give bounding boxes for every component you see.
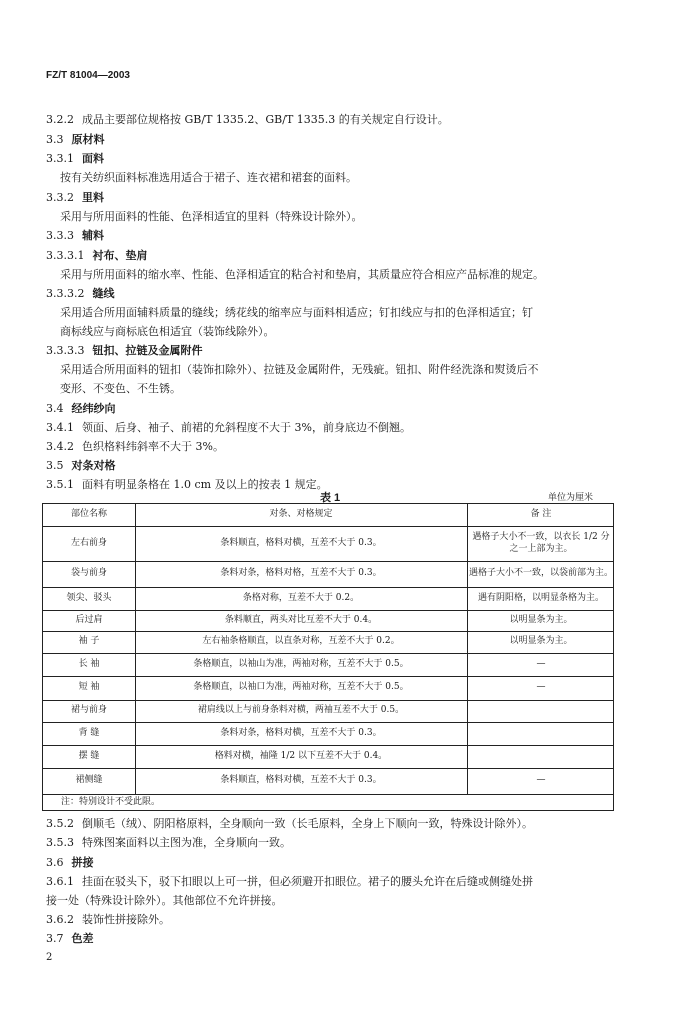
table-title: 表 1 (320, 492, 341, 504)
clause-number: 3.6.1 (46, 875, 74, 888)
clause-text: 拼接 (71, 856, 94, 869)
text-line (60, 306, 533, 320)
table-cell-remark: — (536, 682, 546, 692)
text-line (46, 478, 328, 492)
standard-code-header: FZ/T 81004—2003 (46, 70, 130, 81)
table-header-remark: 备 注 (530, 509, 552, 519)
table-cell-remark: 遇格子大小不一致，以袋前部为主。 (468, 568, 613, 578)
clause-text: 里料 (82, 191, 104, 204)
clause-text: 缝线 (92, 287, 115, 300)
clause-number: 3.5 (46, 459, 64, 472)
text-line (60, 382, 181, 396)
text-line (46, 856, 94, 870)
table-header-rule: 对条、对格规定 (269, 509, 333, 519)
text-line (46, 459, 116, 473)
text-line (46, 894, 283, 908)
table-cell-part: 领尖、驳头 (66, 592, 112, 603)
clause-number: 3.2.2 (46, 113, 74, 126)
clause-number: 3.4 (46, 402, 64, 415)
table-note: 注：特别设计不受此限。 (61, 797, 161, 807)
clause-text: 领面、后身、袖子、前裙的允斜程度不大于 3%，前身底边不倒翘。 (82, 421, 411, 434)
table-cell-rule: 条料对条，格料对横，互差不大于 0.3。 (220, 727, 382, 738)
spec-table (42, 503, 614, 811)
clause-text: 成品主要部位规格按 GB/T 1335.2、GB/T 1335.3 的有关规定自行设计。 (82, 113, 449, 126)
text-line (60, 363, 539, 377)
clause-text: 对条对格 (71, 459, 116, 472)
text-line (46, 287, 114, 301)
clause-number: 3.3 (46, 133, 64, 146)
table-cell-rule: 格料对横，袖隆 1/2 以下互差不大于 0.4。 (214, 750, 388, 761)
table-cell-rule: 条料顺直，格料对横，互差不大于 0.3。 (220, 775, 382, 785)
text-line (60, 325, 275, 339)
text-line (46, 817, 533, 831)
table-cell-part: 袖 子 (78, 636, 100, 646)
clause-number: 3.3.3 (46, 229, 74, 242)
text-line (46, 133, 105, 147)
table-cell-part: 后过肩 (75, 614, 103, 625)
clause-text: 采用与所用面料的缩水率、性能、色泽相适宜的粘合衬和垫肩，其质量应符合相应产品标准的规定。 (60, 268, 544, 281)
clause-number: 3.4.1 (46, 421, 74, 434)
clause-number: 3.3.3.1 (46, 249, 85, 262)
clause-text: 钮扣、拉链及金属附件 (92, 344, 203, 357)
table-cell-part: 短 袖 (78, 682, 100, 692)
text-line (46, 344, 202, 358)
text-line (46, 421, 411, 435)
clause-text: 面料有明显条格在 1.0 cm 及以上的按表 1 规定。 (82, 478, 328, 491)
clause-text: 辅料 (82, 229, 104, 242)
table-cell-rule: 条格顺直，以袖山为准，两袖对称，互差不大于 0.5。 (193, 658, 409, 669)
clause-text: 变形、不变色、不生锈。 (60, 382, 181, 395)
table-cell-part: 摆 缝 (78, 750, 100, 761)
table-cell-part: 裙侧缝 (75, 775, 103, 785)
clause-text: 挂面在驳头下，驳下扣眼以上可一拼，但必须避开扣眼位。裙子的腰头允许在后缝或侧缝处拼 (82, 875, 533, 888)
text-line (46, 913, 170, 927)
text-line (60, 210, 363, 224)
table-cell-remark: 遇格子大小不一致，以衣长 1/2 分 (472, 531, 610, 542)
table-cell-rule: 条料对条，格料对格，互差不大于 0.3。 (220, 568, 382, 578)
table-cell-rule: 裙肩线以上与前身条料对横，两袖互差不大于 0.5。 (197, 705, 405, 715)
clause-text: 原材料 (71, 133, 105, 146)
text-line (46, 836, 291, 850)
text-line (46, 932, 94, 946)
clause-text: 接一处（特殊设计除外）。其他部位不允许拼接。 (46, 894, 283, 907)
clause-text: 装饰性拼接除外。 (82, 913, 170, 926)
text-line (46, 191, 104, 205)
table-header-part: 部位名称 (70, 509, 107, 519)
text-line (46, 113, 449, 127)
clause-number: 3.3.3.2 (46, 287, 85, 300)
table-cell-remark: 以明显条为主。 (509, 636, 573, 646)
table-cell-part: 左右前身 (70, 537, 107, 548)
table-cell-remark: 之一上部为主。 (509, 543, 573, 554)
table-unit: 单位为厘米 (548, 493, 594, 503)
clause-number: 3.6.2 (46, 913, 74, 926)
page-number: 2 (46, 952, 53, 963)
clause-text: 采用适合所用面料的钮扣（装饰扣除外）、拉链及金属附件，无残疵。钮扣、附件经洗涤和熨烫后不 (60, 363, 539, 376)
clause-text: 色差 (71, 932, 94, 945)
table-cell-remark: — (536, 775, 546, 785)
clause-number: 3.3.1 (46, 152, 74, 165)
clause-text: 倒顺毛（绒）、阴阳格原料，全身顺向一致（长毛原料，全身上下顺向一致，特殊设计除外）。 (82, 817, 533, 830)
table-cell-part: 长 袖 (78, 658, 100, 669)
clause-text: 特殊图案面料以主图为准，全身顺向一致。 (82, 836, 291, 849)
clause-text: 面料 (82, 152, 104, 165)
table-cell-rule: 条格对称，互差不大于 0.2。 (242, 592, 360, 603)
text-line (46, 875, 533, 889)
clause-text: 采用适合所用面辅料质量的缝线；绣花线的缩率应与面料相适应；钉扣线应与扣的色泽相适宜；钉 (60, 306, 533, 319)
clause-number: 3.3.2 (46, 191, 74, 204)
table-cell-remark: — (536, 658, 546, 669)
table-cell-part: 背 缝 (78, 727, 100, 738)
clause-number: 3.7 (46, 932, 64, 945)
text-line (46, 402, 116, 416)
clause-text: 按有关纺织面料标准选用适合于裙子、连衣裙和裙套的面料。 (60, 171, 357, 184)
table-cell-rule: 条料顺直，两头对比互差不大于 0.4。 (224, 614, 378, 625)
table-cell-part: 袋与前身 (70, 568, 107, 578)
clause-number: 3.6 (46, 856, 64, 869)
text-line (46, 249, 147, 263)
table-cell-remark: 以明显条为主。 (509, 614, 573, 625)
clause-text: 色织格料纬斜率不大于 3%。 (82, 440, 224, 453)
table-cell-rule: 条格顺直，以袖口为准，两袖对称，互差不大于 0.5。 (193, 682, 409, 692)
text-line (46, 229, 104, 243)
text-line (60, 171, 357, 185)
clause-number: 3.5.2 (46, 817, 74, 830)
text-line (46, 152, 104, 166)
clause-text: 经纬纱向 (71, 402, 116, 415)
clause-text: 衬布、垫肩 (92, 249, 148, 262)
text-line (46, 440, 224, 454)
clause-number: 3.4.2 (46, 440, 74, 453)
clause-text: 采用与所用面料的性能、色泽相适宜的里料（特殊设计除外）。 (60, 210, 363, 223)
clause-number: 3.5.1 (46, 478, 74, 491)
clause-number: 3.5.3 (46, 836, 74, 849)
table-cell-part: 裙与前身 (70, 705, 107, 715)
table-cell-remark: 遇有阴阳格，以明显条格为主。 (477, 592, 604, 603)
table-cell-rule: 左右袖条格顺直，以直条对称，互差不大于 0.2。 (202, 636, 400, 646)
clause-number: 3.3.3.3 (46, 344, 85, 357)
text-line (60, 268, 544, 282)
table-cell-rule: 条料顺直，格料对横，互差不大于 0.3。 (220, 537, 382, 548)
clause-text: 商标线应与商标底色相适宜（装饰线除外）。 (60, 325, 275, 338)
